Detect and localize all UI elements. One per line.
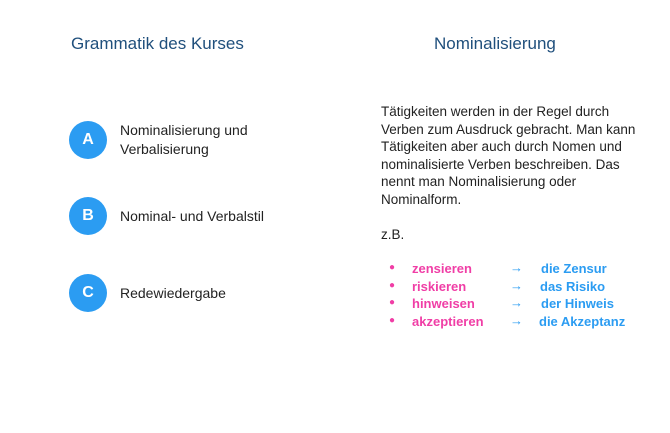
example-noun: die Akzeptanz <box>539 313 626 329</box>
topic-badge-b: B <box>69 197 107 235</box>
example-noun: das Risiko <box>540 278 606 294</box>
example-verb: riskieren <box>412 278 467 294</box>
example-verb: akzeptieren <box>412 313 484 329</box>
topic-label-a: Nominalisierung und Verbalisierung <box>120 122 248 157</box>
topic-item-c[interactable] <box>69 274 226 312</box>
example-noun: der Hinweis <box>541 296 614 311</box>
bullet-icon: ● <box>389 279 396 291</box>
topic-badge-c: C <box>69 274 107 312</box>
topic-item-b[interactable] <box>69 197 264 235</box>
bullet-icon: ● <box>389 314 396 326</box>
grammar-section-title: Grammatik des Kurses <box>71 34 244 53</box>
arrow-right-icon: → <box>510 312 523 328</box>
example-verb: zensieren <box>412 261 472 276</box>
nominalization-description: Tätigkeiten werden in der Regel durch Verben zum Ausdruck gebracht. Man kann Tätigkeiten aber auch durch Nomen und nominalisierte Verben beschreiben. Das nennt man Nominalisierung oder Nominalform. <box>381 104 636 207</box>
example-verb: hinweisen <box>412 296 475 311</box>
arrow-right-icon: → <box>510 295 523 310</box>
topic-label-c: Redewiedergabe <box>120 284 226 301</box>
topic-badge-a: A <box>69 121 107 159</box>
arrow-right-icon: → <box>510 277 523 293</box>
topic-item-a[interactable] <box>69 121 270 159</box>
arrow-right-icon: → <box>510 260 523 275</box>
topic-label-b: Nominal- und Verbalstil <box>120 207 264 224</box>
example-noun: die Zensur <box>541 261 607 276</box>
bullet-icon: ● <box>389 297 396 308</box>
example-label: z.B. <box>381 227 405 242</box>
bullet-icon: ● <box>389 262 396 273</box>
nominalization-title: Nominalisierung <box>434 34 556 53</box>
